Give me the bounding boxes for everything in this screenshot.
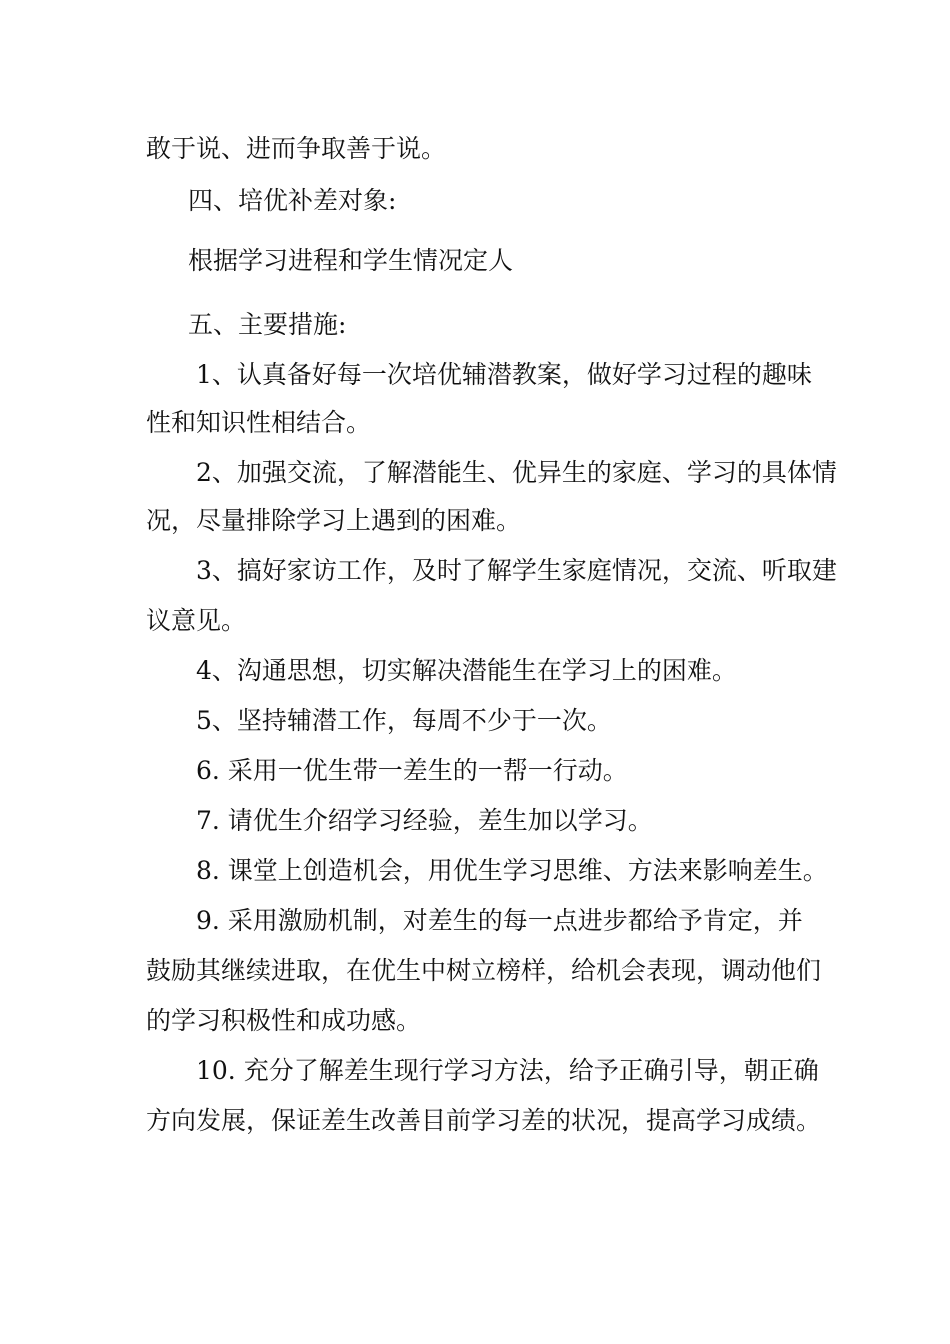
measure-item-4: 4、沟通思想，切实解决潜能生在学习上的困难。 bbox=[196, 656, 737, 685]
text-line: 况，尽量排除学习上遇到的困难。 bbox=[146, 506, 522, 535]
text-line: 方向发展，保证差生改善目前学习差的状况，提高学习成绩。 bbox=[146, 1106, 822, 1135]
measure-item-7: 7. 请优生介绍学习经验，差生加以学习。 bbox=[196, 806, 653, 835]
measure-item-3: 3、搞好家访工作，及时了解学生家庭情况，交流、听取建 bbox=[196, 556, 837, 585]
measure-item-10: 10. 充分了解差生现行学习方法，给予正确引导，朝正确 bbox=[196, 1056, 819, 1085]
measure-item-5: 5、坚持辅潜工作，每周不少于一次。 bbox=[196, 706, 612, 735]
text-line: 敢于说、进而争取善于说。 bbox=[146, 134, 447, 163]
measure-item-9: 9. 采用激励机制，对差生的每一点进步都给予肯定，并 bbox=[196, 906, 803, 935]
measure-item-1: 1、认真备好每一次培优辅潜教案，做好学习过程的趣味 bbox=[196, 360, 812, 389]
text-line: 鼓励其继续进取，在优生中树立榜样，给机会表现，调动他们 bbox=[146, 956, 822, 985]
measure-item-6: 6. 采用一优生带一差生的一帮一行动。 bbox=[196, 756, 628, 785]
text-line: 性和知识性相结合。 bbox=[146, 408, 372, 437]
measure-item-2: 2、加强交流，了解潜能生、优异生的家庭、学习的具体情 bbox=[196, 458, 837, 487]
text-line: 根据学习进程和学生情况定人 bbox=[188, 246, 514, 275]
measure-item-8: 8. 课堂上创造机会，用优生学习思维、方法来影响差生。 bbox=[196, 856, 828, 885]
section-heading-five: 五、主要措施: bbox=[188, 310, 347, 339]
text-line: 议意见。 bbox=[146, 606, 247, 635]
section-heading-four: 四、培优补差对象: bbox=[188, 186, 397, 215]
text-line: 的学习积极性和成功感。 bbox=[146, 1006, 422, 1035]
